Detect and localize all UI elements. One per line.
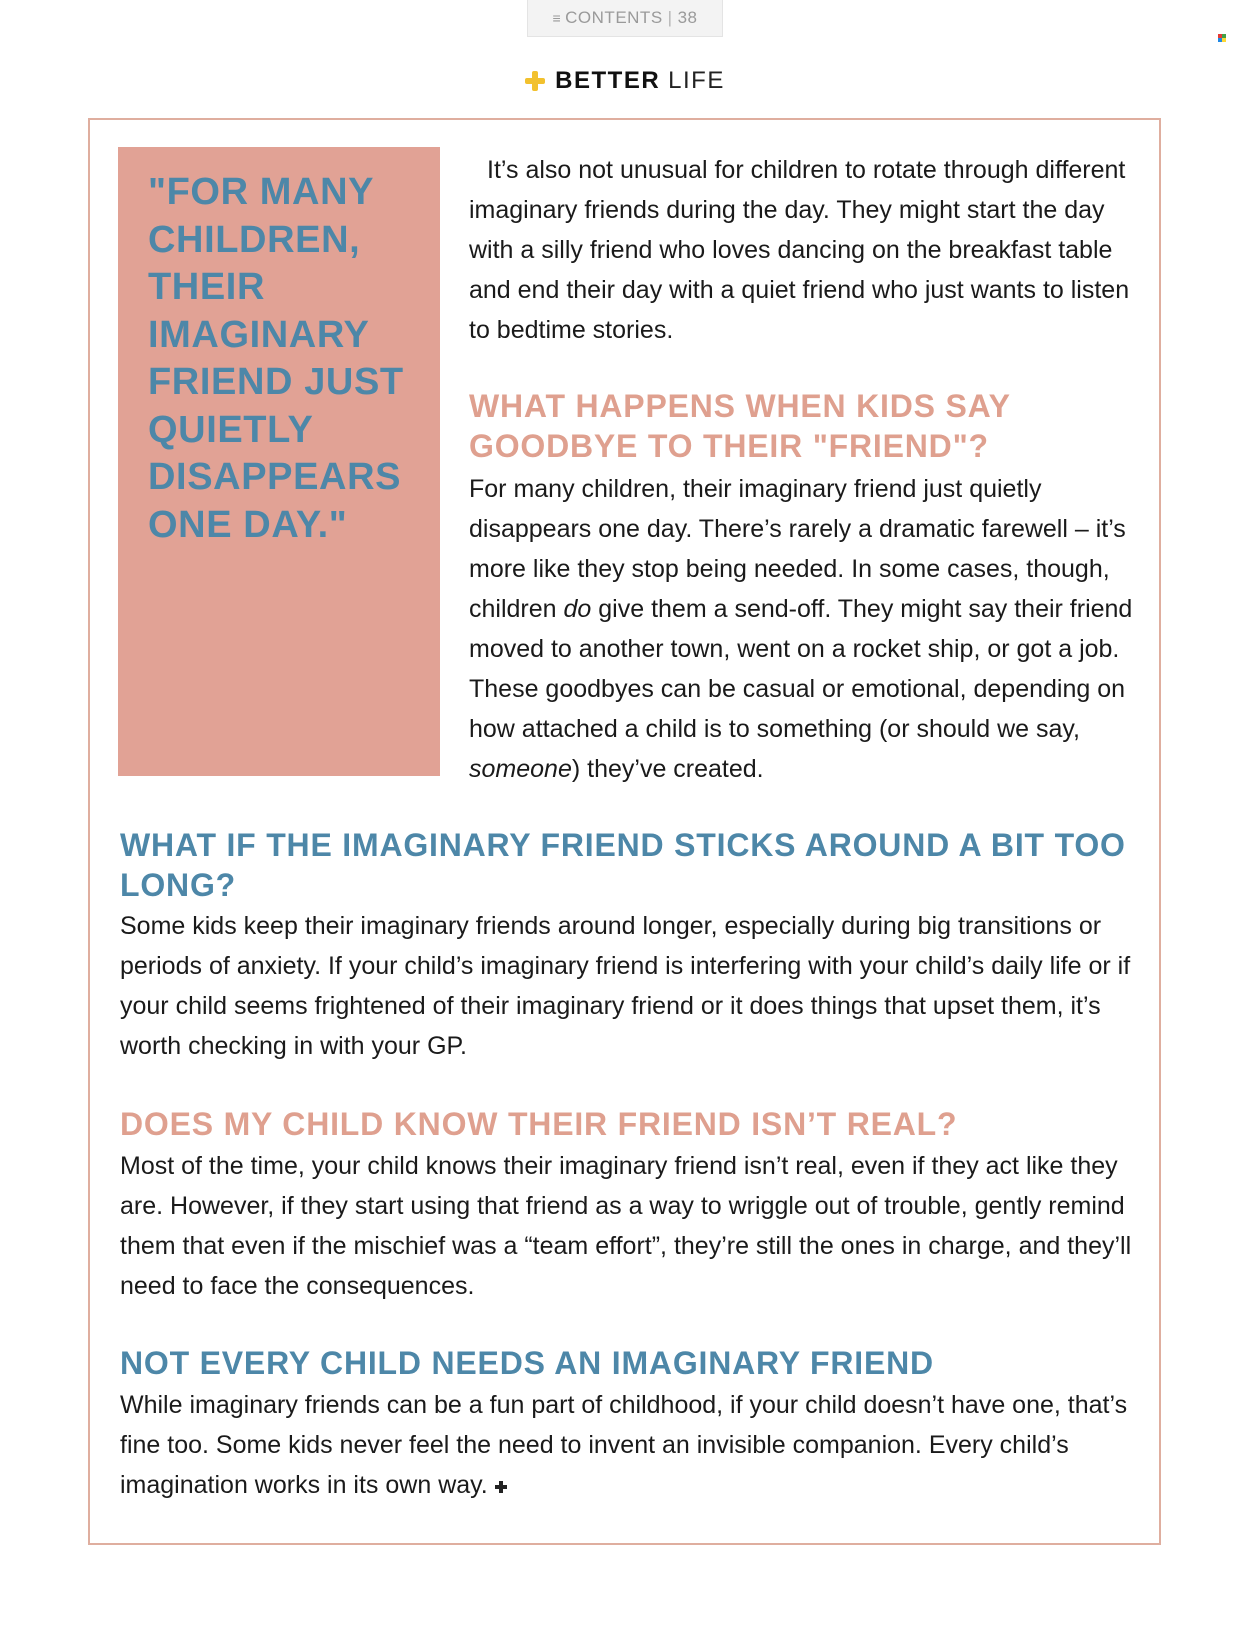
not-every-paragraph (120, 1385, 1150, 1505)
section-header (0, 64, 1250, 98)
goodbye-body (469, 469, 1149, 789)
pullquote-text: "FOR MANY CHILDREN, THEIR IMAGINARY FRIEND JUST QUIETLY DISAPPEARS ONE DAY." (148, 171, 404, 546)
goodbye-text-1: For many children, their imaginary friend just quietly disappears one day. There’s rarely a dramatic farewell – it’s more like they stop being needed. In some cases, though, children (469, 475, 1126, 623)
sticks-around-paragraph: Some kids keep their imaginary friends around longer, especially during big transitions or periods of anxiety. If your child’s imaginary friend is interfering with your child’s daily life or if your child seems frightened of their imaginary friend or it does things that upset them, it’s worth checking in with your GP. (120, 912, 1131, 1060)
goodbye-section (469, 386, 1149, 466)
end-mark-icon (494, 1480, 508, 1494)
contents-separator: | (667, 8, 673, 27)
plus-cross-icon (525, 71, 545, 91)
not-every-body (120, 1385, 1150, 1505)
section-title-bold: BETTER (555, 67, 661, 94)
not-every-text: While imaginary friends can be a fun part of childhood, if your child doesn’t have one, that’s fine too. Some kids never feel the need to invent an invisible companion. Every child’s imagination works in its own way. (120, 1391, 1128, 1499)
is-real-body (120, 1146, 1150, 1306)
contents-tab[interactable] (527, 0, 723, 37)
sticks-around-section (120, 825, 1150, 905)
goodbye-emphasis-do: do (563, 595, 592, 623)
intro-text: It’s also not unusual for children to rotate through different imaginary friends during the day. They might start the day with a silly friend who loves dancing on the breakfast table and end their day with a quiet friend who just wants to listen to bedtime stories. (469, 156, 1130, 344)
is-real-section (120, 1104, 1150, 1144)
pullquote-box (118, 147, 440, 776)
goodbye-paragraph (469, 469, 1149, 789)
sticks-around-body (120, 906, 1150, 1066)
is-real-heading: DOES MY CHILD KNOW THEIR FRIEND ISN’T REAL? (120, 1106, 958, 1142)
sticks-around-heading: WHAT IF THE IMAGINARY FRIEND STICKS AROUND A BIT TOO LONG? (120, 827, 1126, 903)
menu-icon: ≡ (552, 10, 562, 26)
goodbye-text-3: ) they’ve created. (571, 755, 764, 783)
goodbye-heading: WHAT HAPPENS WHEN KIDS SAY GOODBYE TO THEIR "FRIEND"? (469, 388, 1011, 464)
goodbye-emphasis-someone: someone (469, 755, 572, 783)
corner-color-mark (1218, 34, 1226, 42)
section-title-light: LIFE (668, 67, 725, 94)
not-every-heading: NOT EVERY CHILD NEEDS AN IMAGINARY FRIEND (120, 1345, 934, 1381)
intro-paragraph (469, 150, 1149, 350)
goodbye-text-2: give them a send-off. They might say their friend moved to another town, went on a rocket ship, or got a job. These goodbyes can be casual or emotional, depending on how attached a child is to something (or should we say, (469, 595, 1133, 743)
page-number: 38 (677, 8, 698, 27)
contents-label: CONTENTS (565, 8, 663, 27)
is-real-paragraph: Most of the time, your child knows their imaginary friend isn’t real, even if they act like they are. However, if they start using that friend as a way to wriggle out of trouble, gently remind them that even if the mischief was a “team effort”, they’re still the ones in charge, and they’ll need to face the consequences. (120, 1152, 1132, 1300)
not-every-section (120, 1343, 1150, 1383)
